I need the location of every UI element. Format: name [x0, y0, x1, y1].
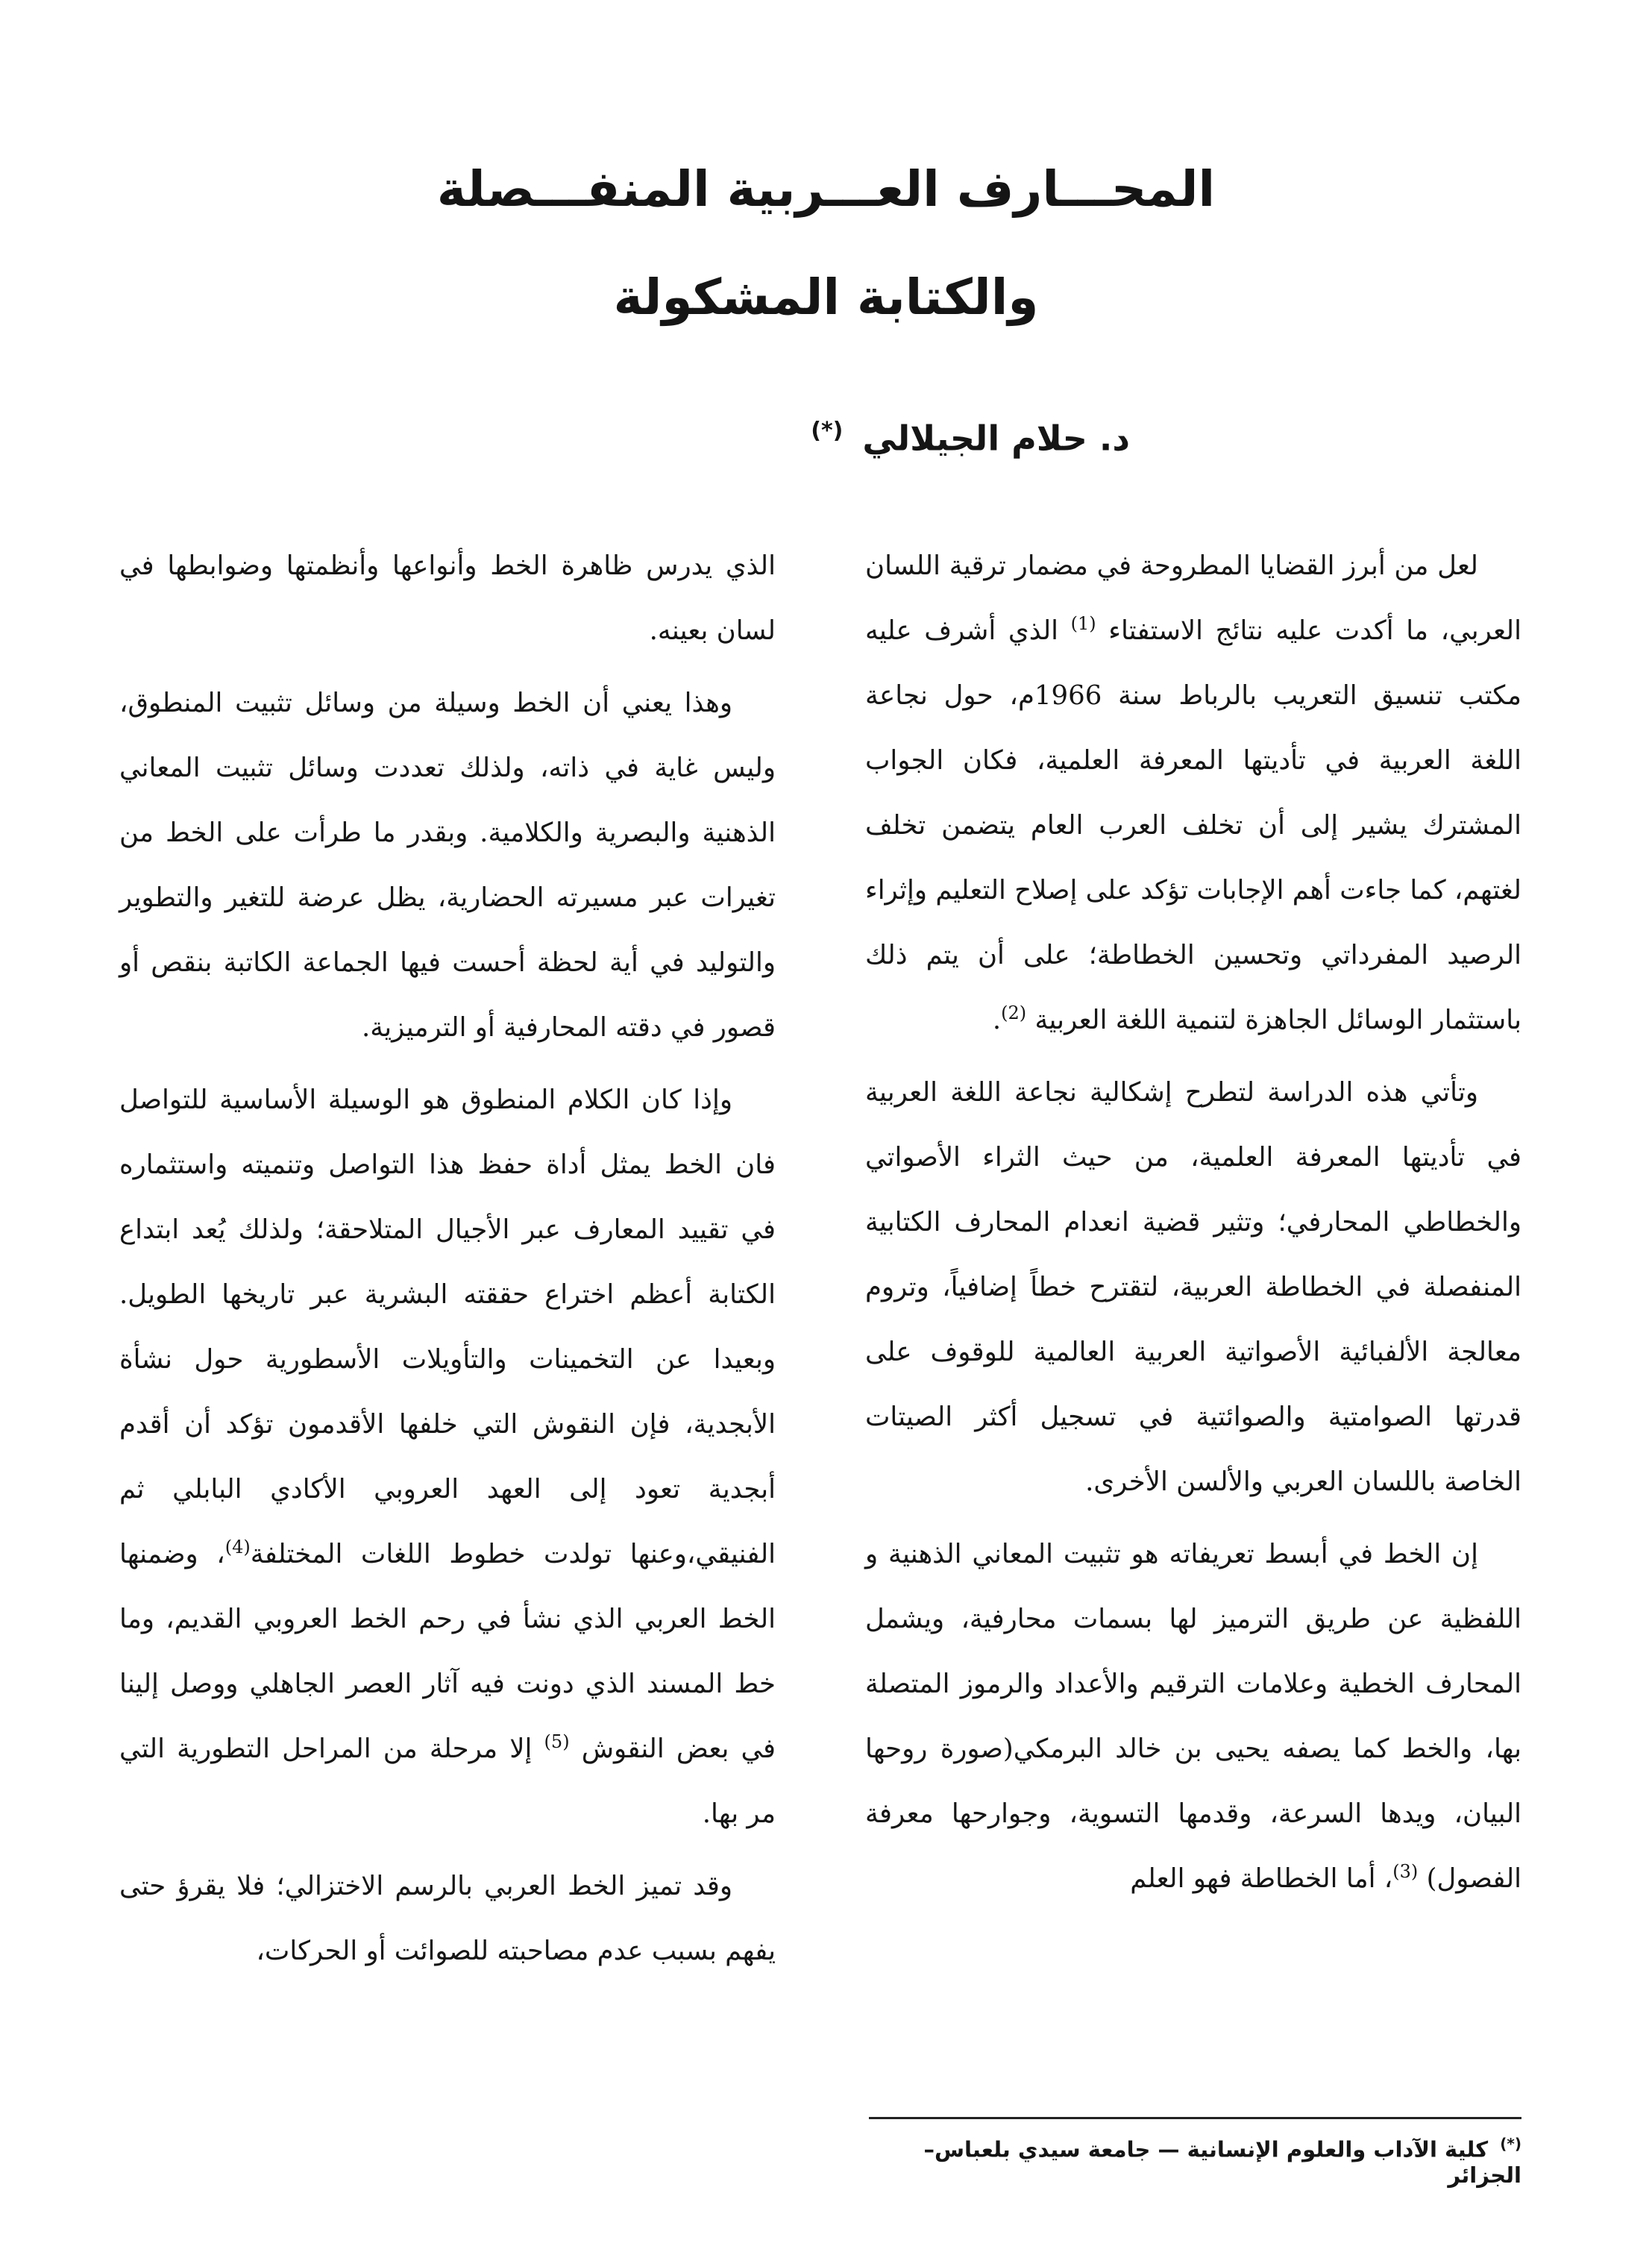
footnote-ref: (3): [1392, 1861, 1419, 1883]
paragraph: وقد تميز الخط العربي بالرسم الاختزالي؛ فلا يقرؤ حتى يفهم بسبب عدم مصاحبته للصوائت أو الحركات،: [119, 1871, 776, 1966]
paragraph: وهذا يعني أن الخط وسيلة من وسائل تثبيت المنطوق، وليس غاية في ذاته، ولذلك تعددت وسائل تثبيت المعاني الذهنية والبصرية والكلامية. وبقدر ما طرأت على الخط من تغيرات عبر مسيرته الحضارية، يظل عرضة للتغير والتطوير والتوليد في أية لحظة أحست فيها الجماعة الكاتبة بنقص أو قصور في دقته المحارفية أو الترميزية.: [119, 688, 776, 1043]
paragraph-text: لعل من أبرز القضايا المطروحة في مضمار ترقية اللسان العربي، ما أكدت عليه نتائج الاستفتاء: [865, 550, 1521, 646]
paragraph: وتأتي هذه الدراسة لتطرح إشكالية نجاعة اللغة العربية في تأديتها المعرفة العلمية، من حيث الثراء الأصواتي والخطاطي المحارفي؛ وتثير قضية انعدام المحارف الكتابية المنفصلة في الخطاطة العربية، لتقترح خطاً إضافياً، وتروم معالجة الألفبائية الأصواتية العربية العالمية للوقوف على قدرتها الصوامتية والصوائتية في تسجيل أكثر الصيتات الخاصة باللسان العربي والألسن الأخرى.: [865, 1077, 1521, 1497]
author-footnote-mark: (*): [811, 418, 844, 444]
paragraph-text: إلا مرحلة من المراحل التطورية التي مر بها.: [119, 1734, 776, 1829]
footnote-ref: (1): [1070, 613, 1096, 635]
left-column: [119, 533, 776, 1991]
footnote-text: كلية الآداب والعلوم الإنسانية — جامعة سيدي بلعباس–الجزائر: [923, 2136, 1521, 2188]
paragraph-text: الذي أشرف عليه مكتب تنسيق التعريب بالرباط سنة 1966م، حول نجاعة اللغة العربية في تأديتها المعرفة العلمية، فكان الجواب المشترك يشير إلى أن تخلف العرب العام يتضمن تخلف لغتهم، كما جاءت أهم الإجابات تؤكد على إصلاح التعليم وإثراء الرصيد المفرداتي وتحسين الخطاطة؛ على أن يتم ذلك باستثمار الوسائل الجاهزة لتنمية اللغة العربية: [865, 615, 1521, 1035]
footnote-mark: (*): [1500, 2135, 1521, 2153]
paragraph-text: .: [992, 1005, 1002, 1035]
footnote-divider: [869, 2117, 1521, 2119]
paragraph-text: إن الخط في أبسط تعريفاته هو تثبيت المعاني الذهنية و اللفظية عن طريق الترميز لها بسمات محارفية، ويشمل المحارف الخطية وعلامات الترقيم والأعداد والرموز المتصلة بها، والخط كما يصفه يحيى بن خالد البرمكي(صورة روحها البيان، ويدها السرعة، وقدمها التسوية، وجوارحها معرفة الفصول): [865, 1539, 1521, 1894]
author-name: د. حلام الجيلالي: [862, 418, 1130, 459]
paragraph-text: ، وضمنها الخط العربي الذي نشأ في رحم الخط العروبي القديم، وما خط المسند الذي دونت فيه آثار العصر الجاهلي ووصل إلينا في بعض النقوش: [119, 1539, 776, 1764]
paragraph: [119, 1067, 776, 1846]
paragraph: [865, 1522, 1521, 1911]
author-byline: [811, 418, 1130, 458]
paragraph: [865, 533, 1521, 1053]
footnote-ref: (2): [1001, 1003, 1027, 1024]
paragraph-text: وإذا كان الكلام المنطوق هو الوسيلة الأساسية للتواصل فان الخط يمثل أداة حفظ هذا التواصل وتنميته واستثماره في تقييد المعارف عبر الأجيال المتلاحقة؛ ولذلك يُعد ابتداع الكتابة أعظم اختراع حققته البشرية عبر تاريخها الطويل. وبعيدا عن التخمينات والتأويلات الأسطورية حول نشأة الأبجدية، فإن النقوش التي خلفها الأقدمون تؤكد أن أقدم أبجدية تعود إلى العهد العروبي الأكادي البابلي ثم الفنيقي،وعنها تولدت خطوط اللغات المختلفة: [119, 1085, 776, 1569]
article-title-line-1: المحـــارف العـــربية المنفـــصلة: [436, 160, 1216, 218]
footnote: [850, 2135, 1521, 2188]
article-title-line-2: والكتابة المشكولة: [613, 269, 1039, 326]
paragraph: الذي يدرس ظاهرة الخط وأنواعها وأنظمتها وضوابطها في لسان بعينه.: [119, 550, 776, 646]
paragraph-text: ، أما الخطاطة فهو العلم: [1130, 1863, 1393, 1894]
footnote-ref: (5): [544, 1731, 570, 1753]
right-column: [865, 533, 1521, 1919]
footnote-ref: (4): [224, 1537, 251, 1558]
